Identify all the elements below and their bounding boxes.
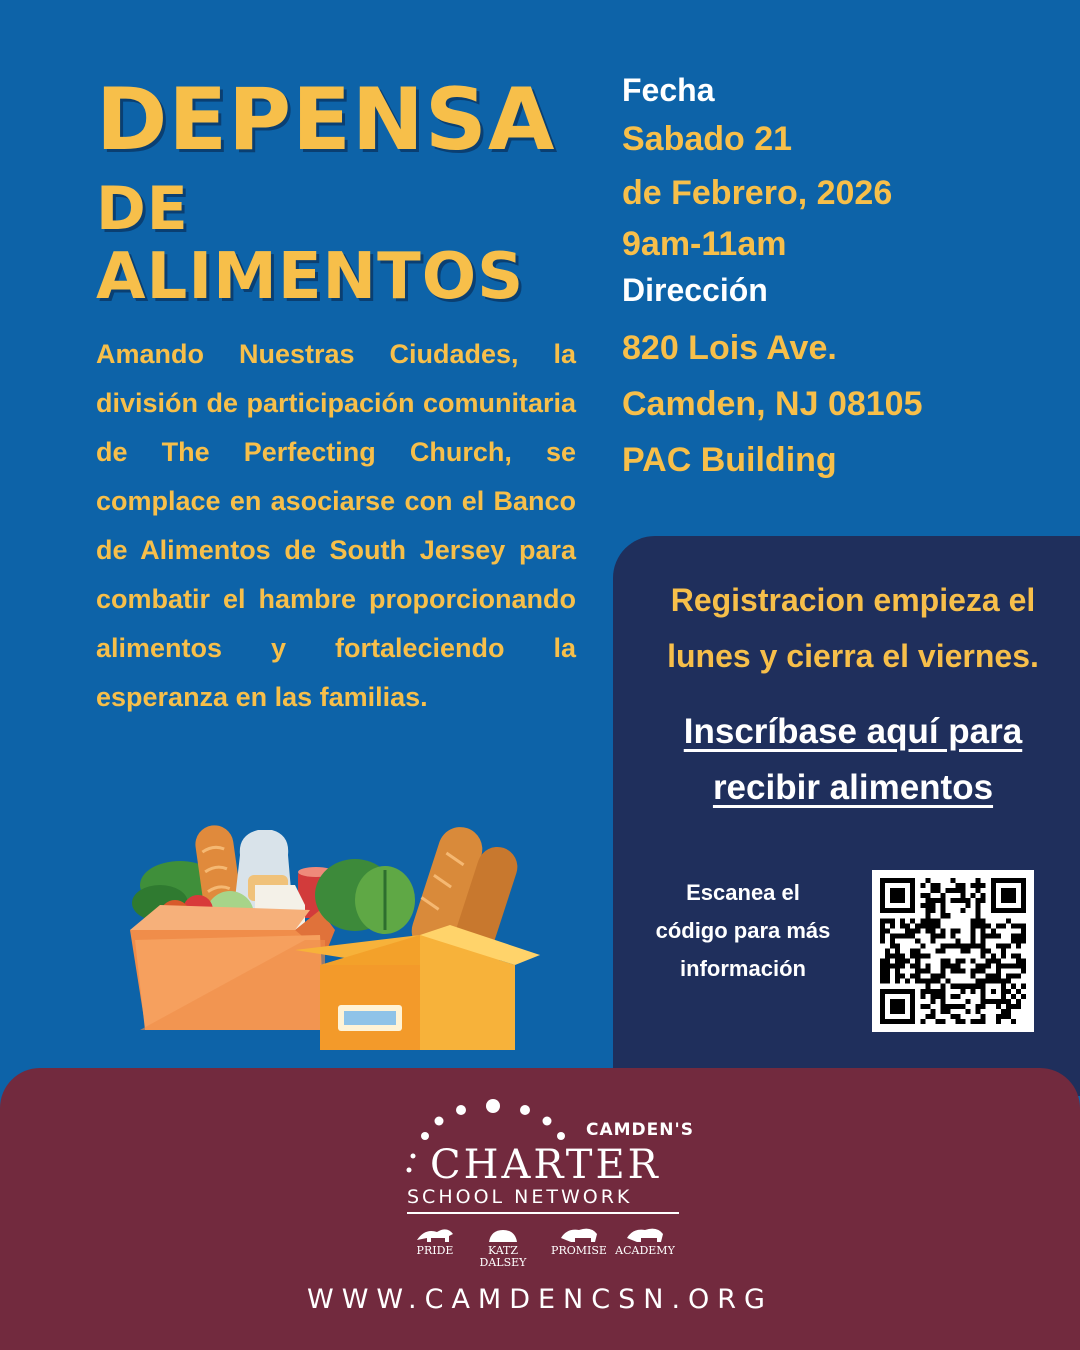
website-url[interactable]: WWW.CAMDENCSN.ORG bbox=[307, 1284, 773, 1315]
brand-charter: CHARTER bbox=[430, 1142, 661, 1188]
school-logo-pride bbox=[404, 1226, 466, 1257]
date-line-2: de Febrero, 2026 bbox=[622, 174, 893, 212]
registration-panel bbox=[613, 536, 1080, 1096]
address-line-3: PAC Building bbox=[622, 441, 837, 479]
address-line-2: Camden, NJ 08105 bbox=[622, 385, 923, 423]
event-info bbox=[622, 68, 1062, 488]
brand-divider bbox=[407, 1212, 679, 1214]
registration-notice: Registracion empieza el lunes y cierra el viernes. bbox=[667, 582, 1039, 674]
school-name-katz-dalsey: KATZ DALSEY bbox=[479, 1244, 527, 1269]
school-name-academy: ACADEMY bbox=[615, 1244, 675, 1257]
title-line-1: DEPENSA bbox=[96, 70, 556, 170]
description-paragraph: Amando Nuestras Ciudades, la división de participación comunitaria de The Perfecting Church, se complace en asociarse con el Banco de Alimentos de South Jersey para combatir el hambre proporcionando alimentos y fortaleciendo la esperanza en las familias. bbox=[96, 339, 576, 712]
school-name-promise: PROMISE bbox=[551, 1244, 607, 1257]
date-line-1: Sabado 21 bbox=[622, 120, 793, 158]
title-line-2: DE bbox=[96, 174, 189, 244]
date-label: Fecha bbox=[622, 72, 715, 108]
signup-link[interactable]: Inscríbase aquí para recibir alimentos bbox=[683, 712, 1023, 807]
brand-camdens: CAMDEN'S bbox=[586, 1120, 694, 1140]
brand-school-network: SCHOOL NETWORK bbox=[407, 1186, 633, 1208]
title-line-3: ALIMENTOS bbox=[96, 240, 525, 314]
address-line-1: 820 Lois Ave. bbox=[622, 329, 837, 367]
food-boxes-illustration bbox=[120, 815, 550, 1055]
event-time: 9am-11am bbox=[622, 225, 787, 263]
school-logo-katz-dalsey bbox=[470, 1226, 536, 1269]
address-label: Dirección bbox=[622, 272, 768, 308]
scan-instructions: Escanea el código para más información bbox=[655, 880, 831, 981]
school-logo-promise bbox=[548, 1226, 610, 1257]
school-name-pride: PRIDE bbox=[416, 1244, 454, 1257]
school-logo-academy bbox=[614, 1226, 676, 1257]
qr-code-icon[interactable] bbox=[872, 870, 1034, 1032]
